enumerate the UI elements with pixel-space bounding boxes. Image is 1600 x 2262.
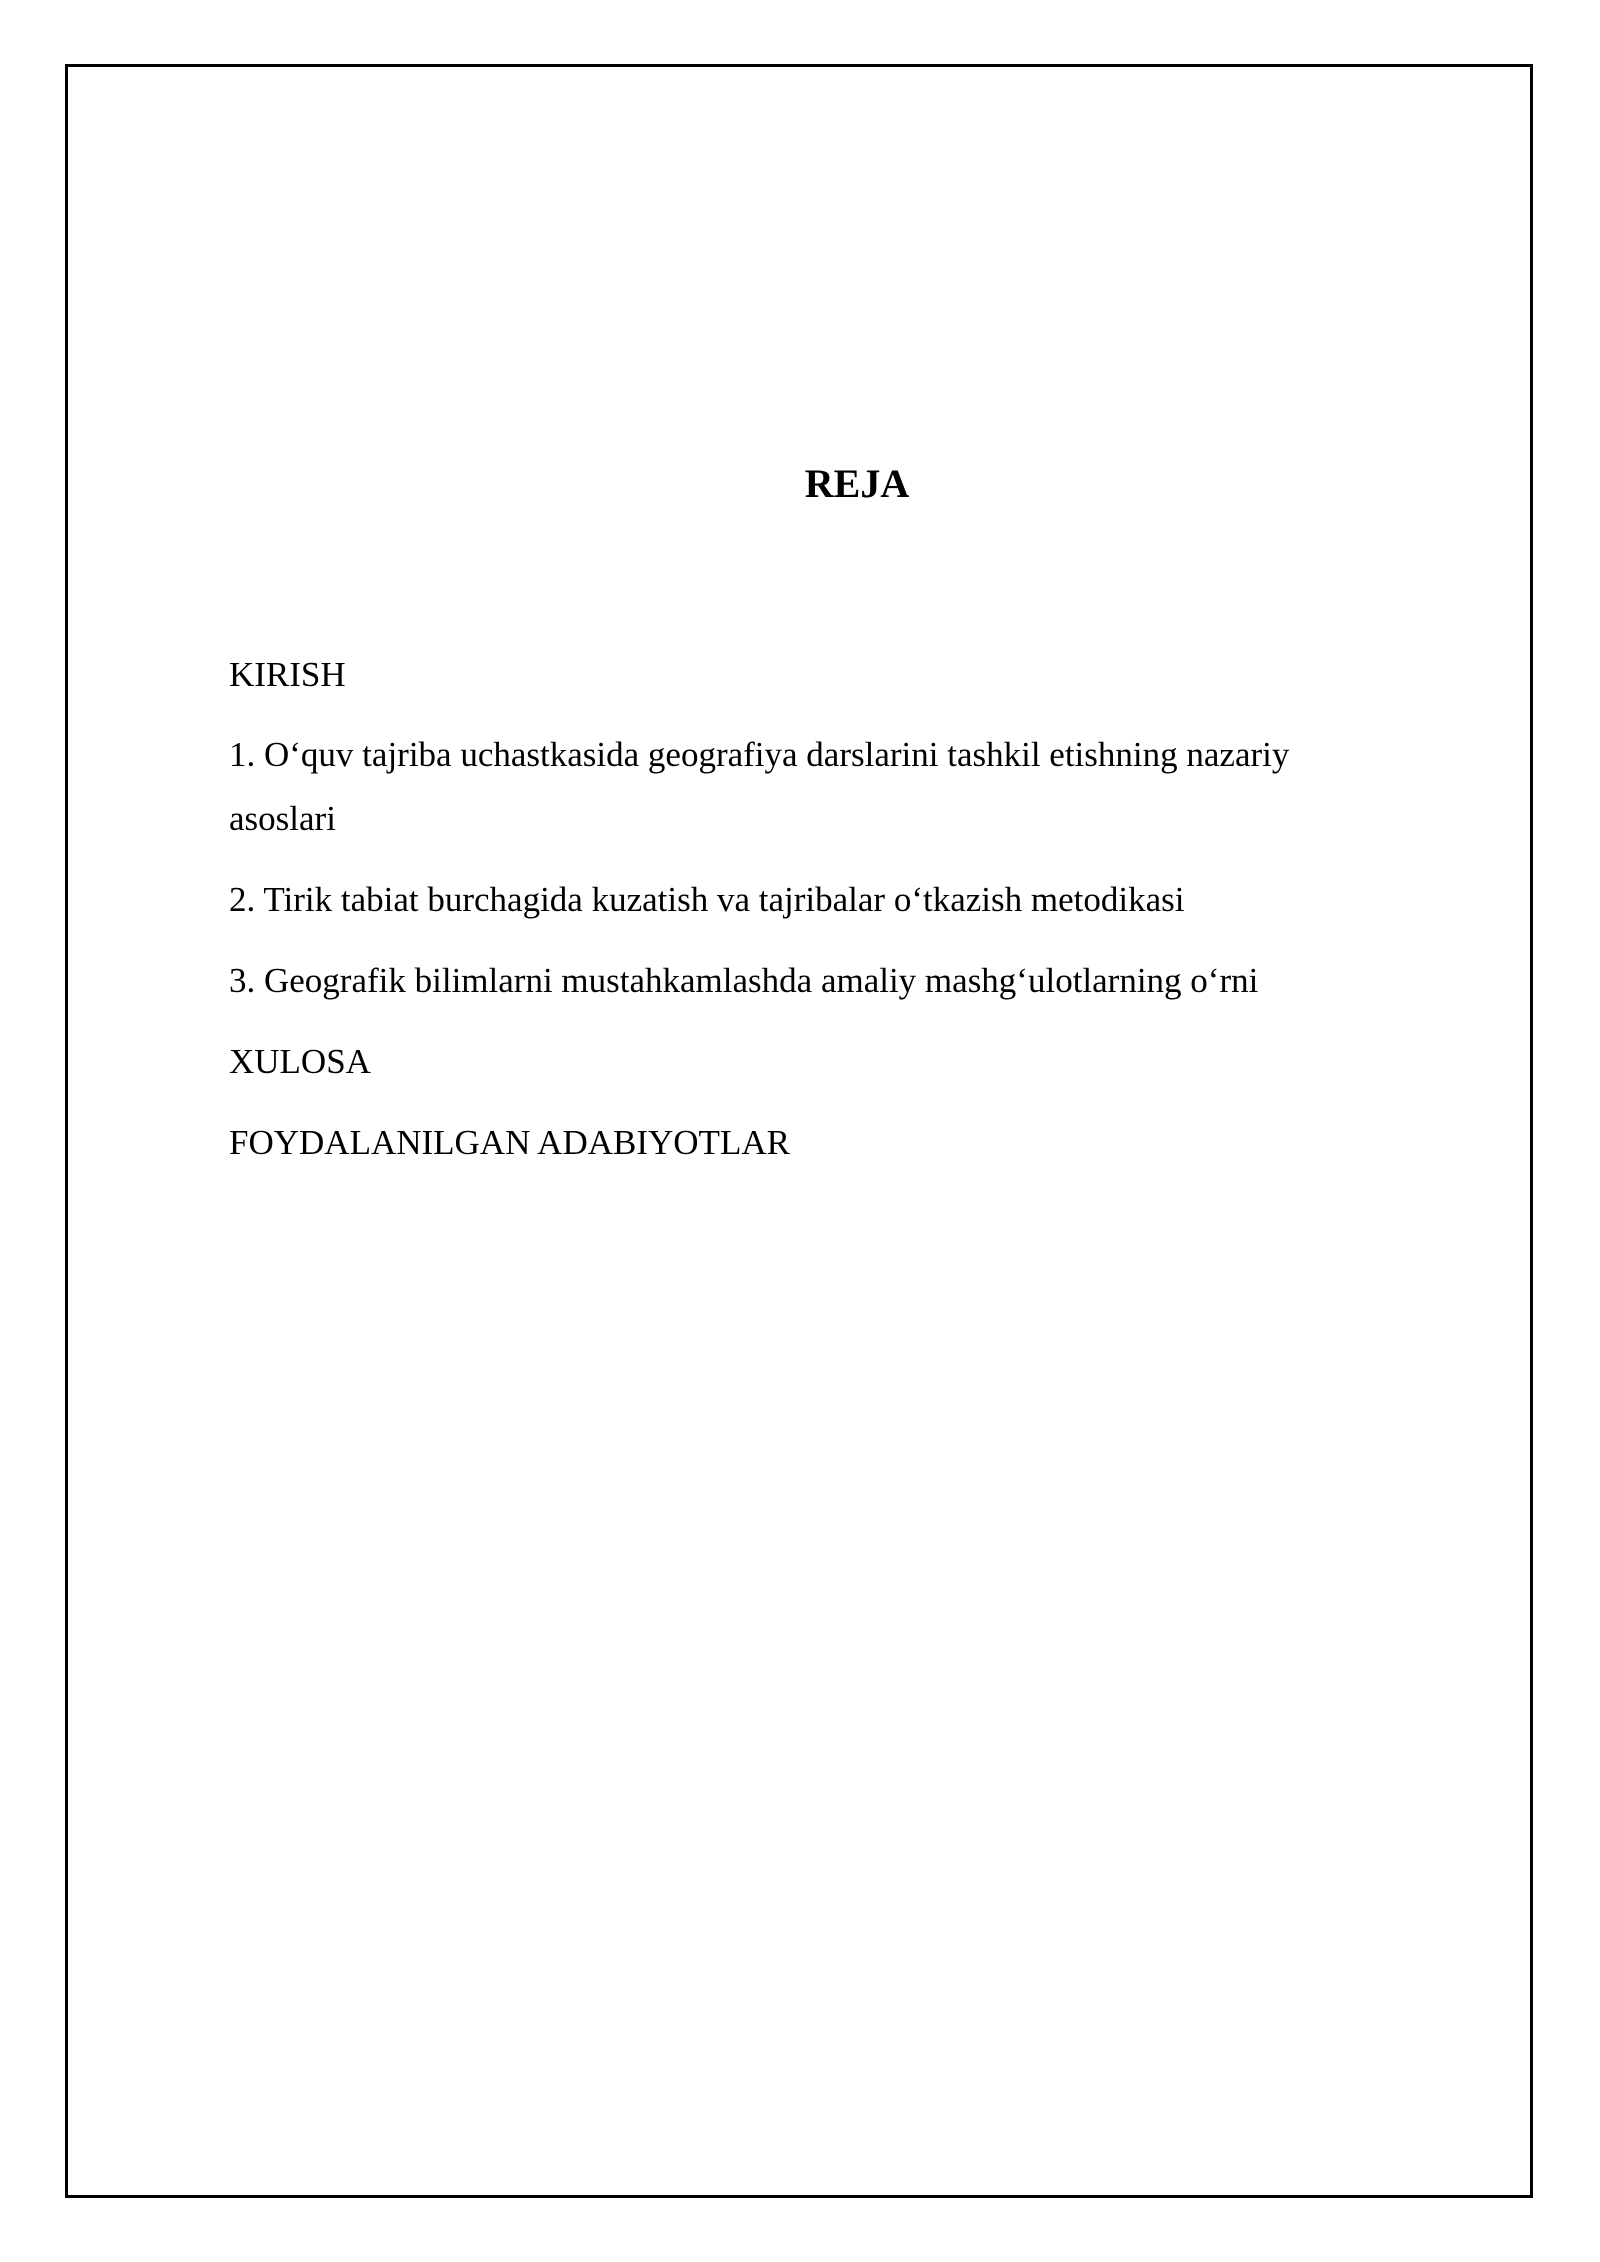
toc-item-3: 3. Geografik bilimlarni mustahkamlashda amaliy mashg‘ulotlarning o‘rni bbox=[229, 961, 1259, 1000]
toc-item-conclusion: XULOSA bbox=[229, 1042, 371, 1081]
toc-item-2: 2. Tirik tabiat burchagida kuzatish va tajribalar o‘tkazish metodikasi bbox=[229, 880, 1185, 919]
table-of-contents bbox=[229, 642, 1389, 1191]
page-title: REJA bbox=[804, 461, 910, 506]
toc-item-1: 1. O‘quv tajriba uchastkasida geografiya darslarini tashkil etishning nazariy asoslari bbox=[229, 735, 1290, 838]
toc-item-references: FOYDALANILGAN ADABIYOTLAR bbox=[229, 1123, 790, 1162]
toc-item-introduction: KIRISH bbox=[229, 655, 346, 694]
